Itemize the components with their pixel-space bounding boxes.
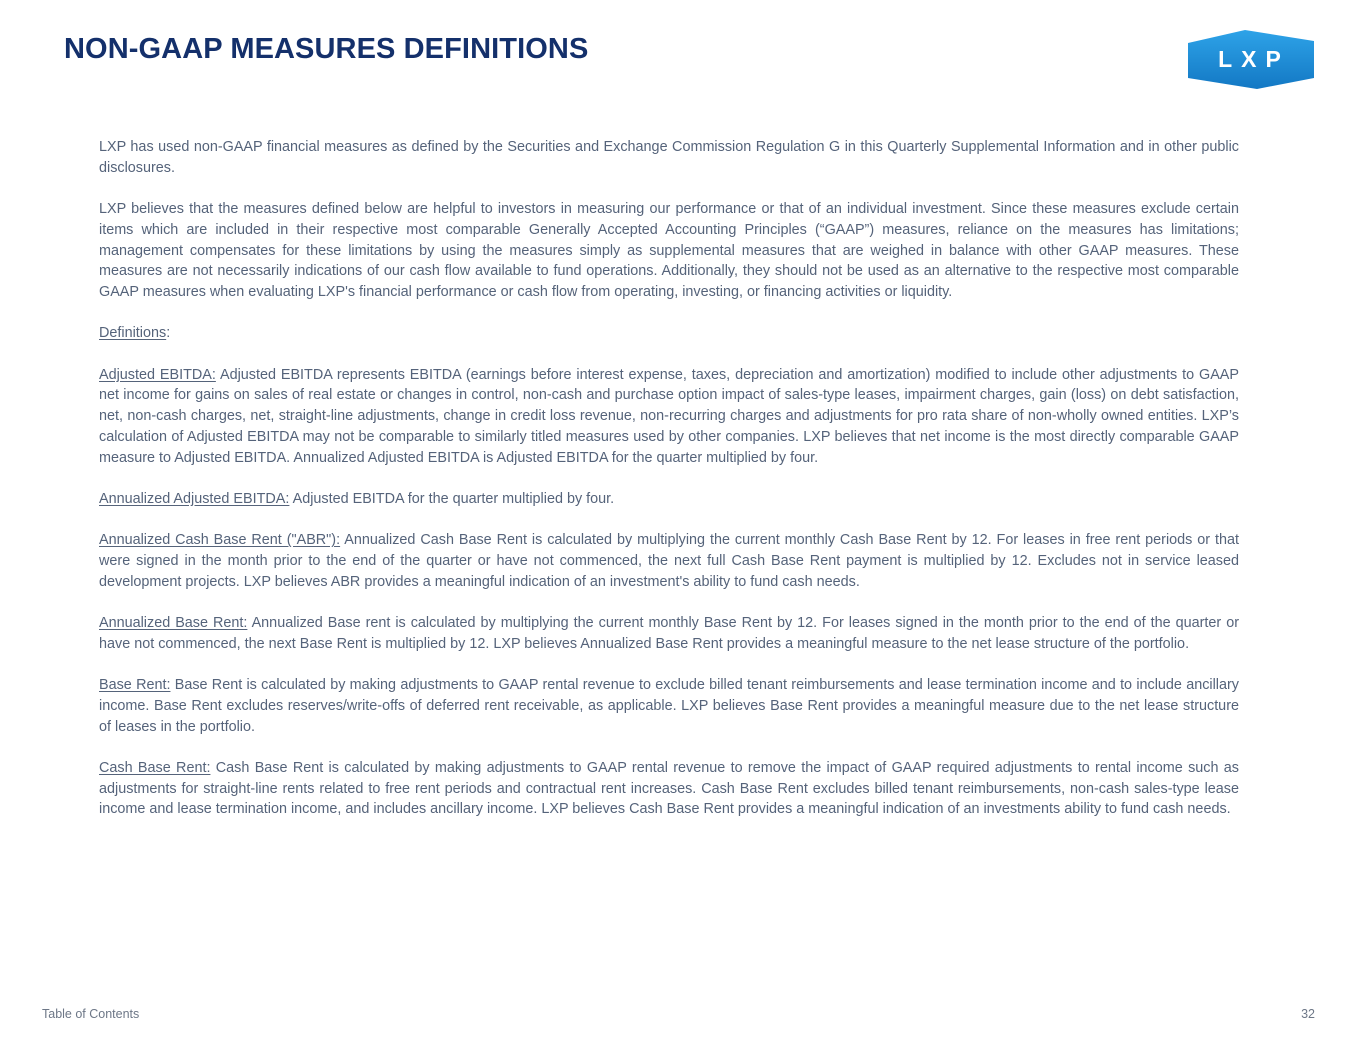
- definitions-body: [99, 137, 1239, 841]
- definition-text: Adjusted EBITDA represents EBITDA (earnings before interest expense, taxes, depreciation and amortization) modified to include other adjustments to GAAP net income for gains on sales of real estate or changes in control, non-cash and purchase option impact of sales-type leases, impairment charges, gain (loss) on debt satisfaction, net, non-cash charges, net, straight-line adjustments, change in credit loss revenue, non-recurring charges and adjustments for pro rata share of non-wholly owned entities. LXP’s calculation of Adjusted EBITDA may not be comparable to similarly titled measures used by other companies. LXP believes that net income is the most directly comparable GAAP measure to Adjusted EBITDA. Annualized Adjusted EBITDA is Adjusted EBITDA for the quarter multiplied by four.: [99, 366, 1239, 466]
- definition-text: Annualized Cash Base Rent is calculated by multiplying the current monthly Cash Base Rent by 12. For leases in free rent periods or that were signed in the month prior to the end of the quarter or have not commenced, the next full Cash Base Rent payment is multiplied by 12. Excludes not in service leased development projects. LXP believes ABR provides a meaningful indication of an investment's ability to fund cash needs.: [99, 532, 1239, 590]
- definition-text: Adjusted EBITDA for the quarter multiplied by four.: [289, 490, 615, 507]
- page-number: 32: [1301, 1007, 1315, 1021]
- definition-annualized-base-rent: [99, 613, 1239, 654]
- definition-base-rent: [99, 675, 1239, 737]
- definition-term: Annualized Base Rent:: [99, 615, 248, 632]
- definitions-heading-label: Definitions: [99, 325, 167, 342]
- definition-term: Annualized Adjusted EBITDA:: [99, 490, 290, 507]
- lxp-logo: [1188, 30, 1314, 89]
- intro-paragraph: LXP has used non-GAAP financial measures as defined by the Securities and Exchange Commission Regulation G in this Quarterly Supplemental Information and in other public disclosures.: [99, 139, 1239, 176]
- intro-paragraph: LXP believes that the measures defined below are helpful to investors in measuring our performance or that of an individual investment. Since these measures exclude certain items which are included in their respective most comparable Generally Accepted Accounting Principles (“GAAP”) measures, reliance on the measures has limitations; management compensates for these limitations by using the measures simply as supplemental measures that are weighed in balance with other GAAP measures. These measures are not necessarily indications of our cash flow available to fund operations. Additionally, they should not be used as an alternative to the respective most comparable GAAP measures when evaluating LXP's financial performance or cash flow from operating, investing, or financing activities or liquidity.: [99, 201, 1239, 300]
- definitions-heading: [99, 323, 1239, 344]
- definition-text: Cash Base Rent is calculated by making adjustments to GAAP rental revenue to remove the impact of GAAP required adjustments to rental income such as adjustments for straight-line rents related to free rent periods and contractual rent increases. Cash Base Rent excludes billed tenant reimbursements, non-cash sales-type lease income and lease termination income, and includes ancillary income. LXP believes Cash Base Rent provides a meaningful indication of an investments ability to fund cash needs.: [99, 759, 1239, 818]
- definition-text: Annualized Base rent is calculated by multiplying the current monthly Base Rent by 12. For leases signed in the month prior to the end of the quarter or have not commenced, the next Base Rent is multiplied by 12. LXP believes Annualized Base Rent provides a meaningful measure to the net lease structure of the portfolio.: [99, 615, 1239, 652]
- definition-text: Base Rent is calculated by making adjustments to GAAP rental revenue to exclude billed tenant reimbursements and lease termination income and to include ancillary income. Base Rent excludes reserves/write-offs of deferred rent receivable, as applicable. LXP believes Base Rent provides a meaningful measure due to the net lease structure of leases in the portfolio.: [99, 677, 1239, 735]
- definition-term: Cash Base Rent:: [99, 759, 211, 776]
- definition-term: Adjusted EBITDA:: [99, 366, 216, 383]
- definition-cash-base-rent: [99, 758, 1239, 820]
- table-of-contents-link[interactable]: Table of Contents: [42, 1007, 140, 1021]
- definition-term: Base Rent:: [99, 677, 171, 694]
- definition-annualized-adjusted-ebitda: [99, 489, 1239, 510]
- definition-annualized-cash-base-rent: [99, 530, 1239, 592]
- logo-text: LXP: [1218, 46, 1290, 72]
- definition-term: Annualized Cash Base Rent ("ABR"):: [99, 532, 341, 549]
- definition-adjusted-ebitda: [99, 365, 1239, 469]
- page-title: NON-GAAP MEASURES DEFINITIONS: [64, 33, 589, 65]
- definitions-heading-suffix: :: [166, 325, 171, 342]
